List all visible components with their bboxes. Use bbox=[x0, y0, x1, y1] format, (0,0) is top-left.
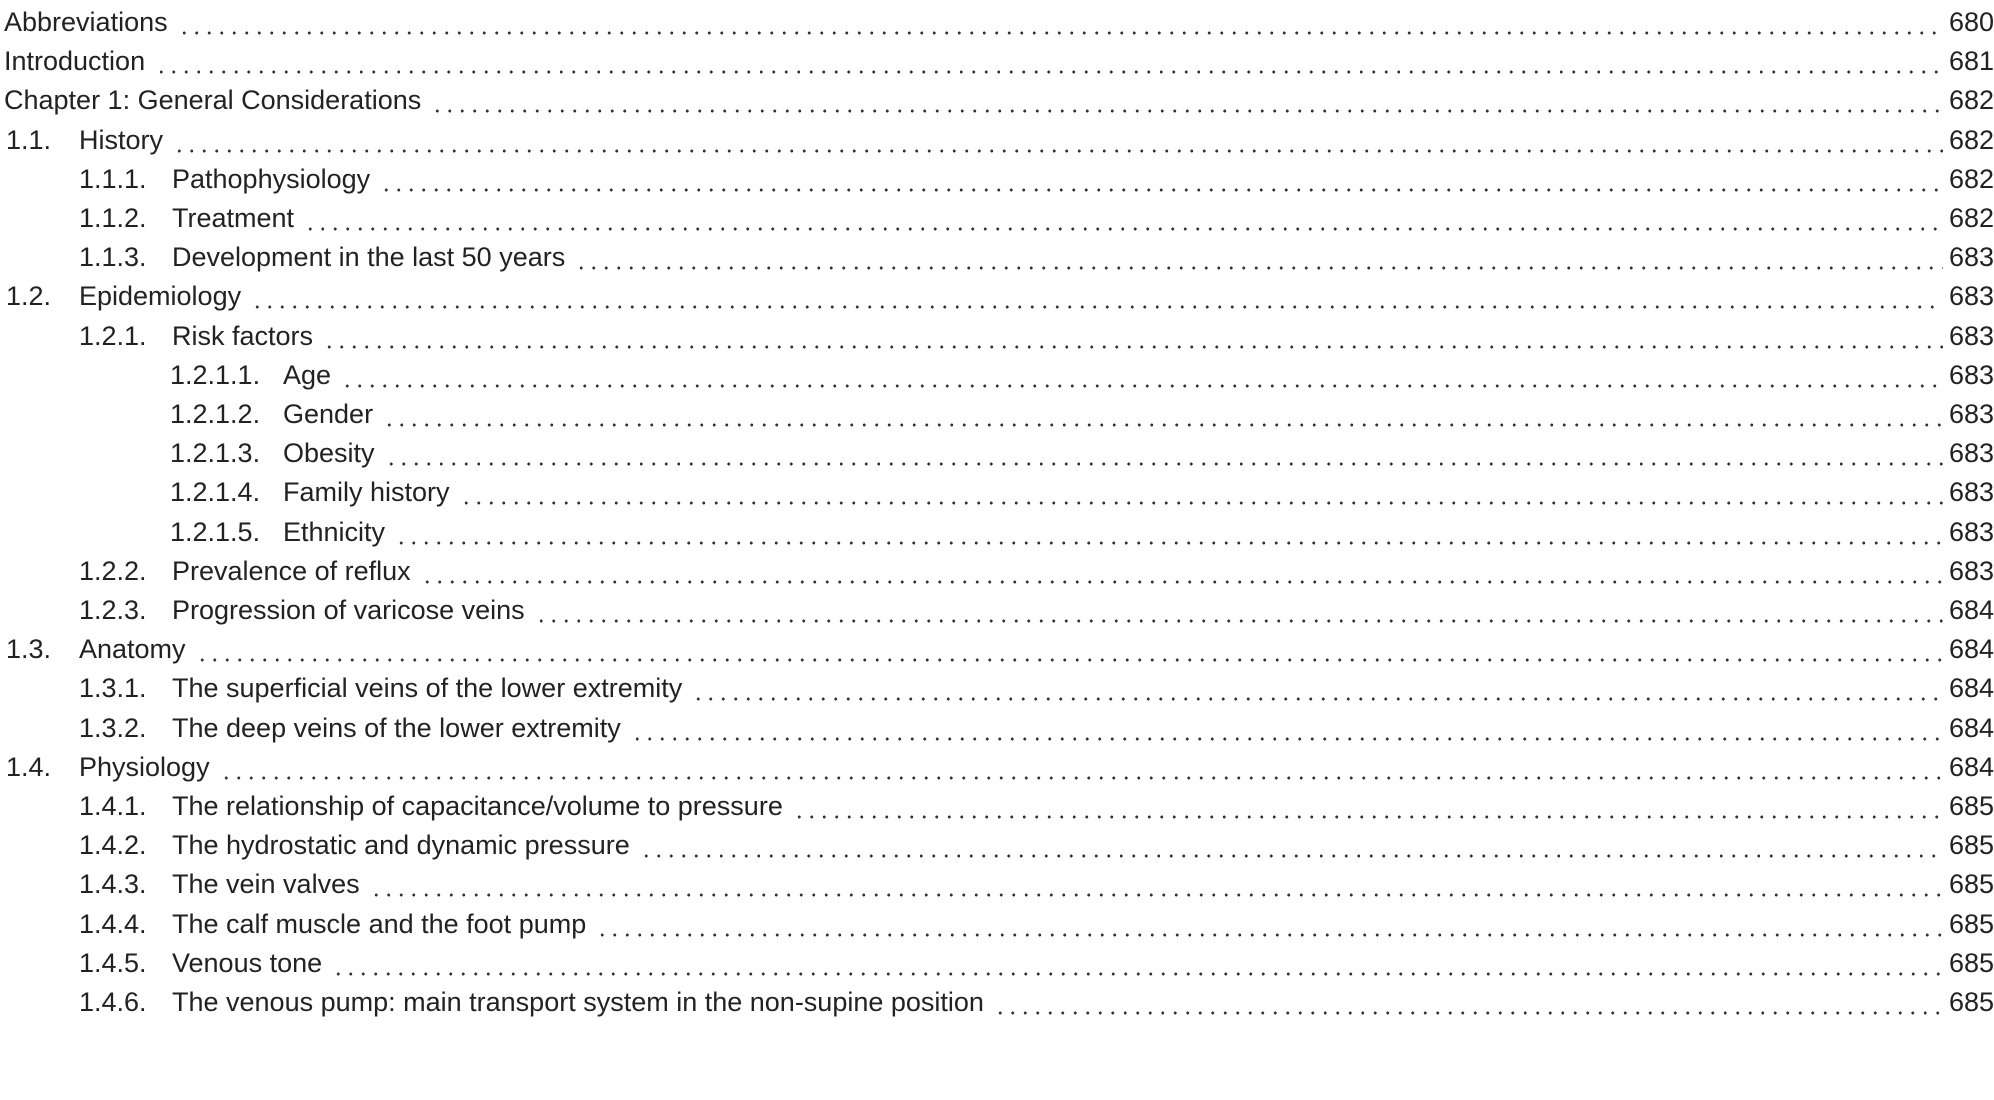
toc-entry-title: The hydrostatic and dynamic pressure bbox=[172, 830, 630, 861]
toc-entry-number: 1.1.2. bbox=[79, 203, 147, 233]
toc-entry-title: Treatment bbox=[172, 203, 295, 233]
toc-entry-page-number: 682 bbox=[1949, 124, 1994, 155]
dot-leader bbox=[220, 749, 1943, 785]
toc-entry bbox=[0, 122, 1994, 158]
toc-entry-page-number: 684 bbox=[1949, 595, 1994, 625]
toc-entry bbox=[0, 866, 1994, 902]
toc-entry bbox=[0, 906, 1994, 942]
toc-entry bbox=[0, 239, 1994, 275]
toc-entry-title: Age bbox=[283, 359, 332, 390]
toc-entry-title: Ethnicity bbox=[283, 516, 386, 547]
dot-leader bbox=[421, 553, 1943, 589]
toc-entry-number: 1.2.1. bbox=[79, 320, 147, 351]
toc-entry-title: Introduction bbox=[4, 46, 146, 77]
toc-entry-number: 1.4.3. bbox=[79, 869, 147, 900]
toc-entry-title: The calf muscle and the foot pump bbox=[172, 908, 587, 939]
toc-entry-page-number: 683 bbox=[1949, 438, 1994, 469]
toc-entry-number: 1.2.1.5. bbox=[170, 516, 261, 547]
dot-leader bbox=[640, 827, 1943, 863]
toc-entry bbox=[0, 200, 1994, 236]
toc-entry-title: The superficial veins of the lower extremity bbox=[172, 673, 683, 704]
toc-entry-number: 1.4.5. bbox=[79, 947, 147, 978]
toc-entry-title: The venous pump: main transport system in the non-supine position bbox=[172, 987, 984, 1017]
toc-entry-number: 1.4. bbox=[6, 751, 52, 782]
toc-entry-page-number: 683 bbox=[1949, 516, 1994, 547]
dot-leader bbox=[332, 945, 1943, 981]
toc-entry-title: The vein valves bbox=[172, 869, 360, 900]
toc-entry-page-number: 683 bbox=[1949, 320, 1994, 351]
toc-entry bbox=[0, 827, 1994, 863]
toc-entry bbox=[0, 710, 1994, 746]
dot-leader bbox=[575, 239, 1943, 275]
toc-entry-page-number: 683 bbox=[1949, 399, 1994, 429]
toc-entry-page-number: 684 bbox=[1949, 673, 1994, 704]
dot-leader bbox=[173, 122, 1943, 158]
toc-entry-number: 1.1.3. bbox=[79, 242, 147, 273]
dot-leader bbox=[341, 357, 1943, 393]
toc-entry-title: Progression of varicose veins bbox=[172, 595, 525, 625]
toc-entry-number: 1.2.1.4. bbox=[170, 477, 261, 508]
toc-entry-title: Chapter 1: General Considerations bbox=[4, 85, 422, 116]
toc-entry bbox=[0, 4, 1994, 40]
toc-entry-number: 1.4.4. bbox=[79, 908, 147, 939]
toc-entry bbox=[0, 788, 1994, 824]
toc-entry bbox=[0, 631, 1994, 667]
toc-entry-title: Obesity bbox=[283, 438, 375, 469]
toc-entry bbox=[0, 278, 1994, 314]
toc-entry bbox=[0, 514, 1994, 550]
toc-entry-title: History bbox=[79, 124, 164, 155]
toc-entry-number: 1.3.1. bbox=[79, 673, 147, 704]
dot-leader bbox=[431, 82, 1943, 118]
toc-entry bbox=[0, 161, 1994, 197]
dot-leader bbox=[178, 4, 1943, 40]
dot-leader bbox=[793, 788, 1943, 824]
dot-leader bbox=[631, 710, 1943, 746]
dot-leader bbox=[395, 514, 1943, 550]
toc-entry-number: 1.4.2. bbox=[79, 830, 147, 861]
toc-entry bbox=[0, 984, 1994, 1020]
toc-entry-page-number: 684 bbox=[1949, 712, 1994, 743]
toc-entry-page-number: 682 bbox=[1949, 163, 1994, 194]
dot-leader bbox=[380, 161, 1943, 197]
toc-entry-title: Family history bbox=[283, 477, 450, 508]
toc-entry-page-number: 683 bbox=[1949, 477, 1994, 508]
toc-entry-page-number: 685 bbox=[1949, 908, 1994, 939]
toc-entry-number: 1.2.2. bbox=[79, 555, 147, 586]
toc-entry-title: Venous tone bbox=[172, 947, 323, 978]
toc-entry-page-number: 682 bbox=[1949, 203, 1994, 233]
toc-entry bbox=[0, 945, 1994, 981]
toc-entry-page-number: 685 bbox=[1949, 947, 1994, 978]
toc-entry bbox=[0, 553, 1994, 589]
toc-entry bbox=[0, 82, 1994, 118]
dot-leader bbox=[323, 318, 1943, 354]
toc-entry-number: 1.2. bbox=[6, 281, 52, 312]
toc-entry-number: 1.2.1.3. bbox=[170, 438, 261, 469]
toc-entry-page-number: 680 bbox=[1949, 7, 1994, 37]
dot-leader bbox=[155, 43, 1943, 79]
toc-entry-page-number: 685 bbox=[1949, 869, 1994, 900]
toc-entry bbox=[0, 357, 1994, 393]
dot-leader bbox=[596, 906, 1943, 942]
toc-entry-title: Development in the last 50 years bbox=[172, 242, 566, 273]
dot-leader bbox=[535, 592, 1943, 628]
toc-entry-page-number: 682 bbox=[1949, 85, 1994, 116]
dot-leader bbox=[370, 866, 1943, 902]
toc-entry-title: Prevalence of reflux bbox=[172, 555, 411, 586]
toc-entry-page-number: 683 bbox=[1949, 242, 1994, 273]
toc-entry-number: 1.3. bbox=[6, 634, 52, 665]
toc-entry-title: Risk factors bbox=[172, 320, 314, 351]
dot-leader bbox=[460, 474, 1943, 510]
toc-entry-number: 1.2.3. bbox=[79, 595, 147, 625]
dot-leader bbox=[304, 200, 1943, 236]
toc-entry-number: 1.4.6. bbox=[79, 987, 147, 1017]
dot-leader bbox=[196, 631, 1943, 667]
toc-entry-number: 1.3.2. bbox=[79, 712, 147, 743]
toc-entry-page-number: 683 bbox=[1949, 281, 1994, 312]
toc-entry-page-number: 685 bbox=[1949, 791, 1994, 821]
toc-entry bbox=[0, 435, 1994, 471]
toc-entry-title: Pathophysiology bbox=[172, 163, 371, 194]
toc-entry-title: Gender bbox=[283, 399, 374, 429]
dot-leader bbox=[251, 278, 1943, 314]
dot-leader bbox=[692, 670, 1943, 706]
toc-entry-title: Anatomy bbox=[79, 634, 186, 665]
toc-entry bbox=[0, 396, 1994, 432]
toc-entry bbox=[0, 592, 1994, 628]
toc-entry-page-number: 684 bbox=[1949, 751, 1994, 782]
toc-entry bbox=[0, 749, 1994, 785]
toc-entry-page-number: 684 bbox=[1949, 634, 1994, 665]
toc-entry-page-number: 683 bbox=[1949, 359, 1994, 390]
toc-entry-title: Epidemiology bbox=[79, 281, 242, 312]
toc-entry-title: The relationship of capacitance/volume to pressure bbox=[172, 791, 783, 821]
toc-entry-title: Abbreviations bbox=[4, 7, 168, 37]
toc-entry-number: 1.4.1. bbox=[79, 791, 147, 821]
toc-entry-title: Physiology bbox=[79, 751, 210, 782]
dot-leader bbox=[994, 984, 1943, 1020]
toc-entry-page-number: 685 bbox=[1949, 830, 1994, 861]
toc-entry bbox=[0, 474, 1994, 510]
toc-entry bbox=[0, 670, 1994, 706]
toc-entry bbox=[0, 318, 1994, 354]
toc-entry-title: The deep veins of the lower extremity bbox=[172, 712, 621, 743]
toc-entry-number: 1.2.1.1. bbox=[170, 359, 261, 390]
toc-entry-number: 1.1.1. bbox=[79, 163, 147, 194]
toc-entry-number: 1.2.1.2. bbox=[170, 399, 261, 429]
toc-entry-page-number: 683 bbox=[1949, 555, 1994, 586]
dot-leader bbox=[385, 435, 1943, 471]
toc-entry-number: 1.1. bbox=[6, 124, 52, 155]
toc-entry bbox=[0, 43, 1994, 79]
toc-entry-page-number: 685 bbox=[1949, 987, 1994, 1017]
dot-leader bbox=[383, 396, 1943, 432]
toc-entry-page-number: 681 bbox=[1949, 46, 1994, 77]
